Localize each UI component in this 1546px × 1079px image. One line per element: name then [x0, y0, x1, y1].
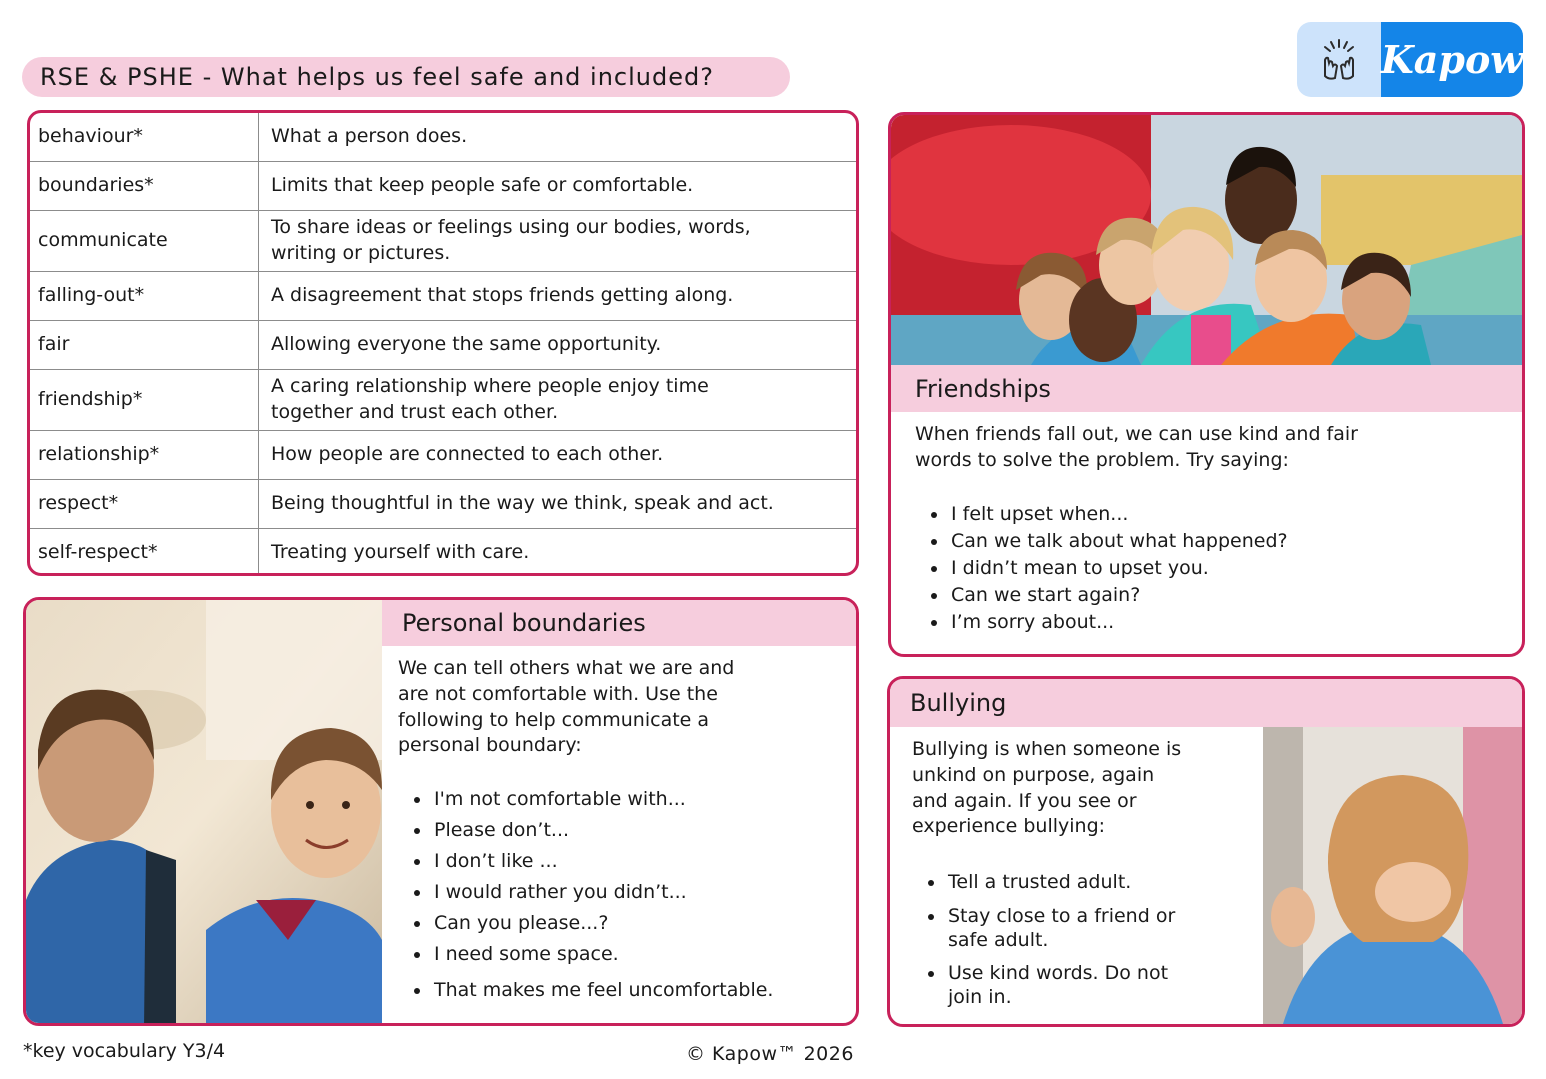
definition-line: A caring relationship where people enjoy time: [271, 374, 709, 397]
list-item: [946, 871, 1257, 895]
list-item: • Can we start again?: [949, 584, 1505, 606]
intro-line: unkind on purpose, again: [912, 763, 1155, 786]
vocab-definition: [259, 369, 857, 430]
step-line: join in.: [948, 986, 1012, 1008]
intro-line: are not comfortable with. Use the: [398, 682, 718, 705]
list-item: [946, 962, 1257, 1010]
intro-line: words to solve the problem. Try saying:: [915, 448, 1289, 471]
vocab-definition: What a person does.: [259, 113, 857, 161]
upset-child-photo: [1263, 727, 1522, 1024]
friendships-heading: Friendships: [891, 365, 1522, 412]
table-row: [30, 320, 856, 369]
page-title-text: RSE & PSHE - What helps us feel safe and included?: [40, 63, 714, 91]
list-item: • Can you please...?: [432, 912, 848, 934]
personal-boundaries-heading: Personal boundaries: [382, 600, 856, 646]
friendship-phrases-list: [915, 503, 1505, 638]
list-item: • Please don’t...: [432, 819, 848, 841]
list-item: • I'm not comfortable with...: [432, 788, 848, 810]
list-item: • I didn’t mean to upset you.: [949, 557, 1505, 579]
personal-boundaries-card: [23, 597, 859, 1026]
step-line: • Tell a trusted adult.: [948, 871, 1132, 893]
vocab-definition: How people are connected to each other.: [259, 430, 857, 479]
two-boys-photo: [26, 600, 382, 1023]
table-row: [30, 479, 856, 528]
bullying-intro: [912, 737, 1257, 840]
list-item: • That makes me feel uncomfortable.: [432, 979, 848, 1001]
list-item: • I don’t like ...: [432, 850, 848, 872]
list-item: • I’m sorry about...: [949, 611, 1505, 633]
list-item: • Can we talk about what happened?: [949, 530, 1505, 552]
definition-line: To share ideas or feelings using our bodies, words,: [271, 215, 751, 238]
table-row: [30, 113, 856, 161]
vocab-definition: Being thoughtful in the way we think, speak and act.: [259, 479, 857, 528]
intro-line: experience bullying:: [912, 815, 1106, 838]
vocab-definition: [259, 210, 857, 271]
friendships-card: [888, 112, 1525, 657]
definition-line: together and trust each other.: [271, 400, 559, 423]
intro-line: personal boundary:: [398, 734, 582, 757]
table-row: [30, 369, 856, 430]
vocab-term: friendship*: [30, 369, 259, 430]
table-row: [30, 430, 856, 479]
list-item: • I need some space.: [432, 943, 848, 965]
group-of-children-photo: [891, 115, 1522, 365]
vocab-term: behaviour*: [30, 113, 259, 161]
vocabulary-table: [27, 110, 859, 576]
step-line: safe adult.: [948, 928, 1049, 951]
intro-line: and again. If you see or: [912, 789, 1137, 812]
bullying-heading: Bullying: [890, 679, 1522, 727]
bullying-card: [887, 676, 1525, 1027]
kapow-logo: [1297, 22, 1523, 97]
vocab-term: falling-out*: [30, 271, 259, 320]
bullying-steps-list: [912, 871, 1257, 1020]
list-item: • I felt upset when...: [949, 503, 1505, 525]
table-row: [30, 528, 856, 576]
boundary-phrases-list: [398, 788, 848, 1010]
kapow-hands-icon: [1297, 22, 1381, 97]
page-title: [22, 57, 790, 97]
table-row: [30, 271, 856, 320]
intro-line: following to help communicate a: [398, 708, 710, 731]
vocab-term: self-respect*: [30, 528, 259, 576]
copyright-text: © Kapow™ 2026: [686, 1043, 854, 1065]
vocab-term: fair: [30, 320, 259, 369]
vocab-term: relationship*: [30, 430, 259, 479]
table-row: [30, 161, 856, 210]
intro-line: Bullying is when someone is: [912, 738, 1182, 760]
step-line: • Stay close to a friend or: [948, 904, 1176, 927]
list-item: [946, 905, 1257, 953]
vocab-term: boundaries*: [30, 161, 259, 210]
personal-boundaries-intro: [398, 656, 838, 759]
intro-line: When friends fall out, we can use kind and fair: [915, 423, 1358, 445]
vocab-definition: Treating yourself with care.: [271, 540, 530, 563]
intro-line: We can tell others what we are and: [398, 657, 735, 679]
table-row: [30, 210, 856, 271]
friendships-intro: [915, 422, 1505, 474]
key-vocabulary-note: *key vocabulary Y3/4: [23, 1040, 226, 1062]
vocab-term: respect*: [30, 479, 259, 528]
vocab-term: communicate: [30, 210, 259, 271]
list-item: • I would rather you didn’t...: [432, 881, 848, 903]
definition-line: writing or pictures.: [271, 241, 451, 264]
kapow-wordmark: Kapow: [1381, 22, 1523, 97]
vocab-definition: Allowing everyone the same opportunity.: [259, 320, 857, 369]
vocab-definition: A disagreement that stops friends getting along.: [259, 271, 857, 320]
vocab-definition: Limits that keep people safe or comfortable.: [259, 161, 857, 210]
step-line: • Use kind words. Do not: [948, 962, 1169, 985]
